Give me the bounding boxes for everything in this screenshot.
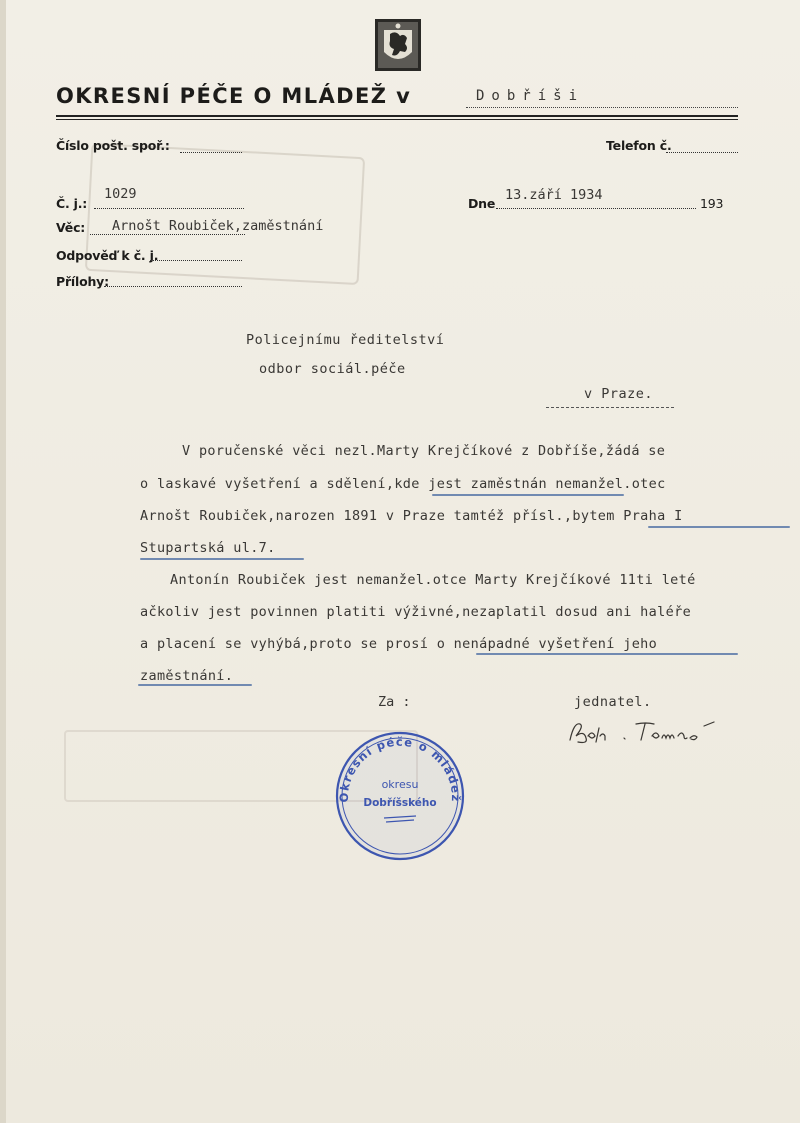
year-prefix: 193 <box>700 196 724 211</box>
account-label: Číslo pošt. spoř.: <box>56 138 170 153</box>
body-line-4: Stupartská ul.7. <box>140 540 276 556</box>
organization-title: OKRESNÍ PÉČE O MLÁDEŽ v <box>56 84 412 108</box>
coat-of-arms-icon <box>374 18 422 72</box>
body-line-3: Arnošt Roubiček,narozen 1891 v Praze tamtéž přísl.,bytem Praha I <box>140 508 683 524</box>
place-dotted-line <box>466 107 738 108</box>
account-dotted-line <box>180 152 242 153</box>
closing-za: Za : <box>378 694 411 710</box>
reply-ref-label: Odpověď k č. j. <box>56 248 159 263</box>
body-line-1: V poručenské věci nezl.Marty Krejčíkové z Dobříše,žádá se <box>182 443 666 459</box>
attachments-dotted-line <box>104 286 242 287</box>
subject-label: Věc: <box>56 220 86 235</box>
body-line-8: zaměstnání. <box>140 668 234 684</box>
official-seal-stamp <box>334 730 466 862</box>
date-dotted-line <box>496 208 696 209</box>
ref-number-label: Č. j.: <box>56 196 88 211</box>
pencil-underline <box>648 526 790 528</box>
subject-value: Arnošt Roubiček,zaměstnání <box>112 218 324 234</box>
addressee-line-2: odbor sociál.péče <box>259 361 406 377</box>
header-rule <box>56 115 738 117</box>
body-line-2: o laskavé vyšetření a sdělení,kde jest zaměstnán nemanžel.otec <box>140 476 666 492</box>
subject-dotted-line <box>90 234 245 235</box>
addressee-line-1: Policejnímu ředitelství <box>246 332 445 348</box>
date-label: Dne <box>468 196 496 211</box>
date-value: 13.září 1934 <box>505 187 603 203</box>
pencil-underline <box>138 684 252 686</box>
body-line-5: Antonín Roubiček jest nemanžel.otce Marty Krejčíkové 11ti leté <box>170 572 696 588</box>
place-name: Dobříši <box>476 88 585 104</box>
reply-dotted-line <box>150 260 242 261</box>
ref-number-value: 1029 <box>104 186 137 202</box>
header-rule-thin <box>56 119 738 120</box>
pencil-underline <box>140 558 304 560</box>
phone-dotted-line <box>666 152 738 153</box>
body-line-7: a placení se vyhýbá,proto se prosí o nenápadné vyšetření jeho <box>140 636 658 652</box>
seal-inner-line-2: Dobříšského <box>363 797 437 809</box>
seal-outer-text: Okresní péče o mládež <box>336 734 464 803</box>
ref-dotted-line <box>94 208 244 209</box>
page-edge <box>0 0 6 1123</box>
handwritten-signature <box>566 714 726 748</box>
attachments-label: Přílohy: <box>56 274 109 289</box>
addressee-line-3: v Praze. <box>584 386 654 402</box>
phone-label: Telefon č. <box>606 138 672 153</box>
addressee-dashed-underline <box>546 407 674 408</box>
seal-inner-line-1: okresu <box>381 778 419 791</box>
closing-role: jednatel. <box>574 694 652 710</box>
body-line-6: ačkoliv jest povinnen platiti výživné,nezaplatil dosud ani haléře <box>140 604 692 620</box>
pencil-underline <box>476 653 738 655</box>
pencil-underline <box>432 494 624 496</box>
faint-received-stamp <box>85 143 365 285</box>
